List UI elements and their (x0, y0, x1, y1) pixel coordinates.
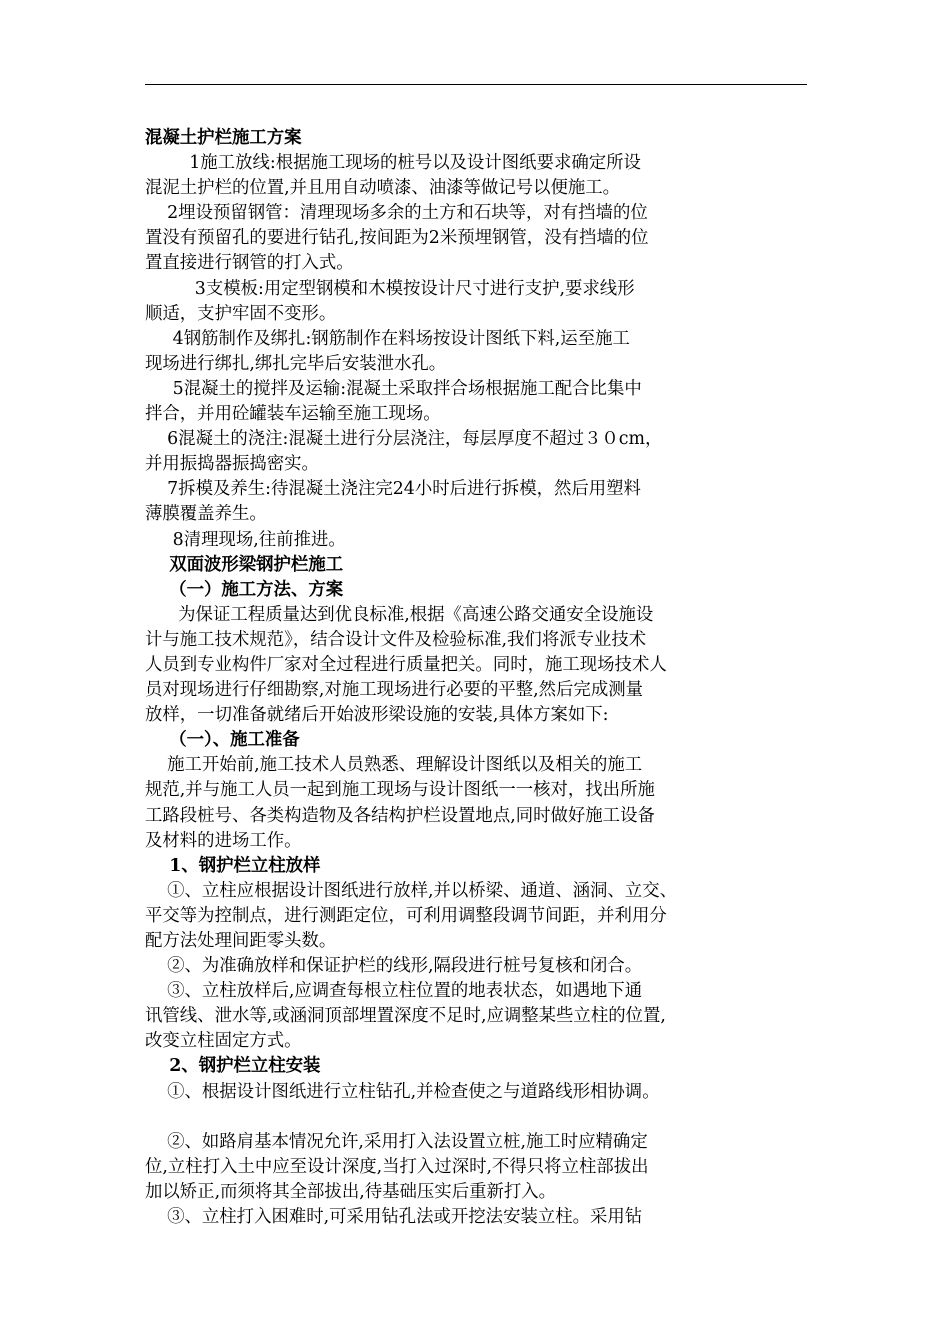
body-line: 工路段桩号、各类构造物及各结构护栏设置地点,同时做好施工设备 (145, 805, 655, 826)
body-line: ③、立柱放样后,应调查每根立柱位置的地表状态，如遇地下通 (145, 981, 643, 1002)
body-line: 人员到专业构件厂家对全过程进行质量把关。同时，施工现场技术人 (145, 654, 667, 675)
section-heading: （一）、施工准备 (145, 730, 300, 751)
body-line: 7拆模及养生:待混凝土浇注完24小时后进行拆模，然后用塑料 (145, 479, 641, 500)
body-line: 员对现场进行仔细勘察,对施工现场进行必要的平整,然后完成测量 (145, 680, 643, 701)
body-line: 2埋设预留钢管：清理现场多余的土方和石块等，对有挡墙的位 (145, 203, 648, 224)
body-line: 顺适，支护牢固不变形。 (145, 303, 337, 324)
body-line: 1施工放线:根据施工现场的桩号以及设计图纸要求确定所设 (145, 153, 641, 174)
body-line: 8清理现场,往前推进。 (145, 529, 346, 550)
body-line: 及材料的进场工作。 (145, 830, 302, 851)
body-line: 6混凝土的浇注:混凝土进行分层浇注，每层厚度不超过３０cm， (145, 429, 663, 450)
body-line: ①、根据设计图纸进行立柱钻孔,并检查使之与道路线形相协调。 (145, 1081, 660, 1102)
body-line: ②、如路肩基本情况允许,采用打入法设置立桩,施工时应精确定 (145, 1131, 648, 1152)
body-line: 位,立柱打入土中应至设计深度,当打入过深时,不得只将立柱部拔出 (145, 1156, 649, 1177)
body-line: 拌合，并用砼罐装车运输至施工现场。 (145, 404, 441, 425)
body-line: 3支模板:用定型钢模和木模按设计尺寸进行支护,要求线形 (145, 278, 635, 299)
body-line: 置没有预留孔的要进行钻孔,按间距为2米预埋钢管，没有挡墙的位 (145, 228, 649, 249)
doc-title: 混凝土护栏施工方案 (145, 128, 302, 148)
body-line: 加以矫正,而须将其全部拔出,待基础压实后重新打入。 (145, 1181, 557, 1202)
body-line: 改变立柱固定方式。 (145, 1031, 302, 1052)
section-heading: 双面波形梁钢护栏施工 (145, 554, 344, 575)
body-line: 配方法处理间距零头数。 (145, 931, 337, 951)
section-heading: 1、钢护栏立柱放样 (145, 855, 321, 876)
body-line: 混泥土护栏的位置,并且用自动喷漆、油漆等做记号以便施工。 (145, 178, 621, 199)
blank-line (145, 1105, 820, 1130)
body-line: ②、为准确放样和保证护栏的线形,隔段进行桩号复核和闭合。 (145, 956, 643, 977)
body-line: 放样，一切准备就绪后开始波形梁设施的安装,具体方案如下: (145, 705, 609, 726)
body-line: 薄膜覆盖养生。 (145, 504, 267, 525)
body-line: 平交等为控制点，进行测距定位，可利用调整段调节间距，并利用分 (145, 905, 667, 926)
header-rule (145, 84, 807, 85)
document-body (145, 126, 820, 1230)
body-line: ①、立柱应根据设计图纸进行放样,并以桥梁、通道、涵洞、立交、 (145, 880, 677, 901)
body-line: 4钢筋制作及绑扎:钢筋制作在料场按设计图纸下料,运至施工 (145, 328, 630, 349)
body-line: 置直接进行钢管的打入式。 (145, 253, 354, 274)
body-line: 现场进行绑扎,绑扎完毕后安装泄水孔。 (145, 353, 447, 374)
body-line: 计与施工技术规范》，结合设计文件及检验标准,我们将派专业技术 (145, 629, 647, 650)
body-line: 讯管线、泄水等,或涵洞顶部埋置深度不足时,应调整某些立柱的位置, (145, 1006, 666, 1027)
section-heading: （一）施工方法、方案 (145, 579, 344, 600)
body-line: 5混凝土的搅拌及运输:混凝土采取拌合场根据施工配合比集中 (145, 378, 642, 399)
body-line: 施工开始前,施工技术人员熟悉、理解设计图纸以及相关的施工 (145, 755, 643, 776)
section-heading: 2、钢护栏立柱安装 (145, 1056, 321, 1077)
body-line: 为保证工程质量达到优良标准,根据《高速公路交通安全设施设 (145, 604, 654, 625)
body-line: 并用振捣器振捣密实。 (145, 454, 319, 475)
body-line: ③、立柱打入困难时,可采用钻孔法或开挖法安装立柱。采用钻 (145, 1207, 643, 1228)
body-line: 规范,并与施工人员一起到施工现场与设计图纸一一核对，找出所施 (145, 780, 655, 801)
